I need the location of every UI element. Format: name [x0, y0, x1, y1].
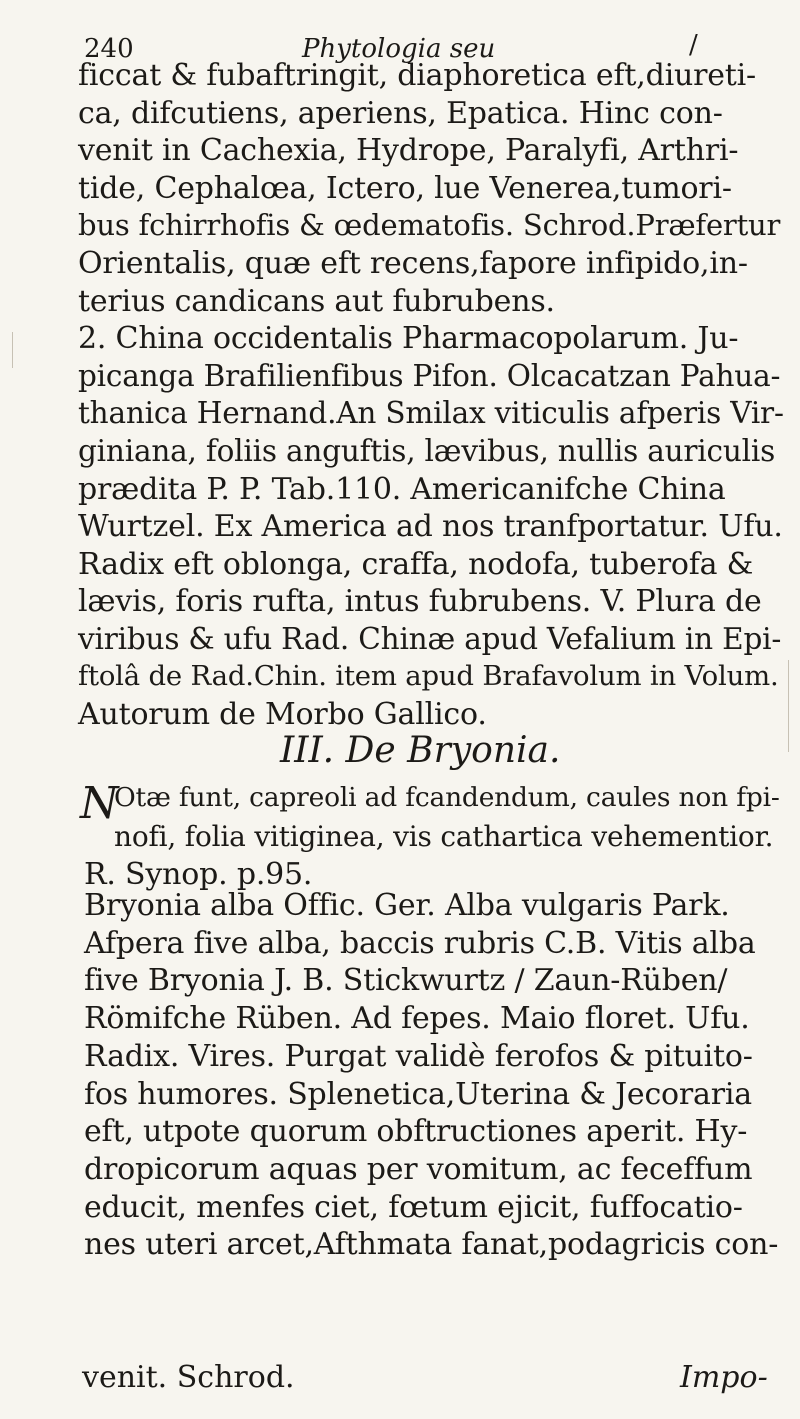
- text-line: terius candicans aut fubrubens.: [78, 283, 555, 319]
- running-head: Phytologia seu: [302, 34, 496, 64]
- text-line: ficcat & fubaftringit, diaphoretica eft,diureti-: [78, 58, 756, 93]
- text-line: eft, utpote quorum obftructiones aperit. Hy-: [84, 1114, 748, 1150]
- closing-line: venit. Schrod.: [82, 1360, 295, 1395]
- text-line: Radix eft oblonga, craffa, nodofa, tuberofa &: [78, 546, 754, 582]
- text-line: Afpera five alba, baccis rubris C.B. Vitis alba: [84, 925, 756, 961]
- text-line: Autorum de Morbo Gallico.: [78, 697, 487, 733]
- text-line: Wurtzel. Ex America ad nos tranfportatur. Ufu.: [78, 509, 783, 545]
- stray-mark: /: [689, 30, 698, 60]
- page-number: 240: [84, 34, 134, 64]
- text-line: Radix. Vires. Purgat validè ferofos & pituito-: [84, 1038, 753, 1074]
- section-title: III. De Bryonia.: [280, 730, 561, 771]
- text-line: fos humores. Splenetica,Uterina & Jecoraria: [84, 1076, 752, 1112]
- text-line: Otæ funt, capreoli ad fcandendum, caules non fpi-: [114, 782, 780, 813]
- text-line: dropicorum aquas per vomitum, ac feceffum: [84, 1151, 753, 1187]
- text-line: nofi, folia vitiginea, vis cathartica vehementior.: [114, 819, 774, 853]
- text-line: educit, menfes ciet, fœtum ejicit, fuffocatio-: [84, 1189, 743, 1225]
- text-line: bus fchirrhofis & œdematofis. Schrod.Præfertur: [78, 208, 781, 243]
- text-line: thanica Hernand.An Smilax viticulis afperis Vir-: [78, 396, 784, 431]
- text-line: giniana, foliis anguftis, lævibus, nullis auriculis: [78, 434, 776, 468]
- margin-mark: [12, 332, 13, 368]
- page-header: [70, 14, 770, 64]
- text-line: five Bryonia J. B. Stickwurtz / Zaun-Rüben/: [84, 963, 728, 999]
- text-line: viribus & ufu Rad. Chinæ apud Vefalium in Epi-: [78, 622, 782, 656]
- text-line: Römifche Rüben. Ad fepes. Maio floret. Ufu.: [84, 1001, 750, 1037]
- catchword: Impo-: [680, 1360, 768, 1395]
- text-line: tide, Cephalœa, Ictero, lue Venerea,tumori-: [78, 170, 732, 206]
- text-line: R. Synop. p.95.: [84, 857, 313, 893]
- text-line: prædita P. P. Tab.110. Americanifche China: [78, 471, 726, 507]
- text-line: 2. China occidentalis Pharmacopolarum. Ju-: [78, 321, 739, 357]
- text-line: Orientalis, quæ eft recens,fapore infipido,in-: [78, 246, 748, 281]
- text-line: Bryonia alba Offic. Ger. Alba vulgaris Park.: [84, 888, 730, 923]
- text-line: nes uteri arcet,Afthmata fanat,podagricis con-: [84, 1227, 779, 1263]
- drop-cap-letter: N: [80, 778, 119, 829]
- margin-mark: [788, 660, 789, 752]
- text-line: ca, difcutiens, aperiens, Epatica. Hinc con-: [78, 95, 723, 131]
- text-line: ftolâ de Rad.Chin. item apud Brafavolum in Volum.: [78, 659, 779, 692]
- text-line: venit in Cachexia, Hydrope, Paralyfi, Arthri-: [78, 133, 739, 169]
- text-line: lævis, foris rufta, intus fubrubens. V. Plura de: [78, 584, 762, 620]
- text-line: picanga Brafilienfibus Pifon. Olcacatzan Pahua-: [78, 358, 781, 393]
